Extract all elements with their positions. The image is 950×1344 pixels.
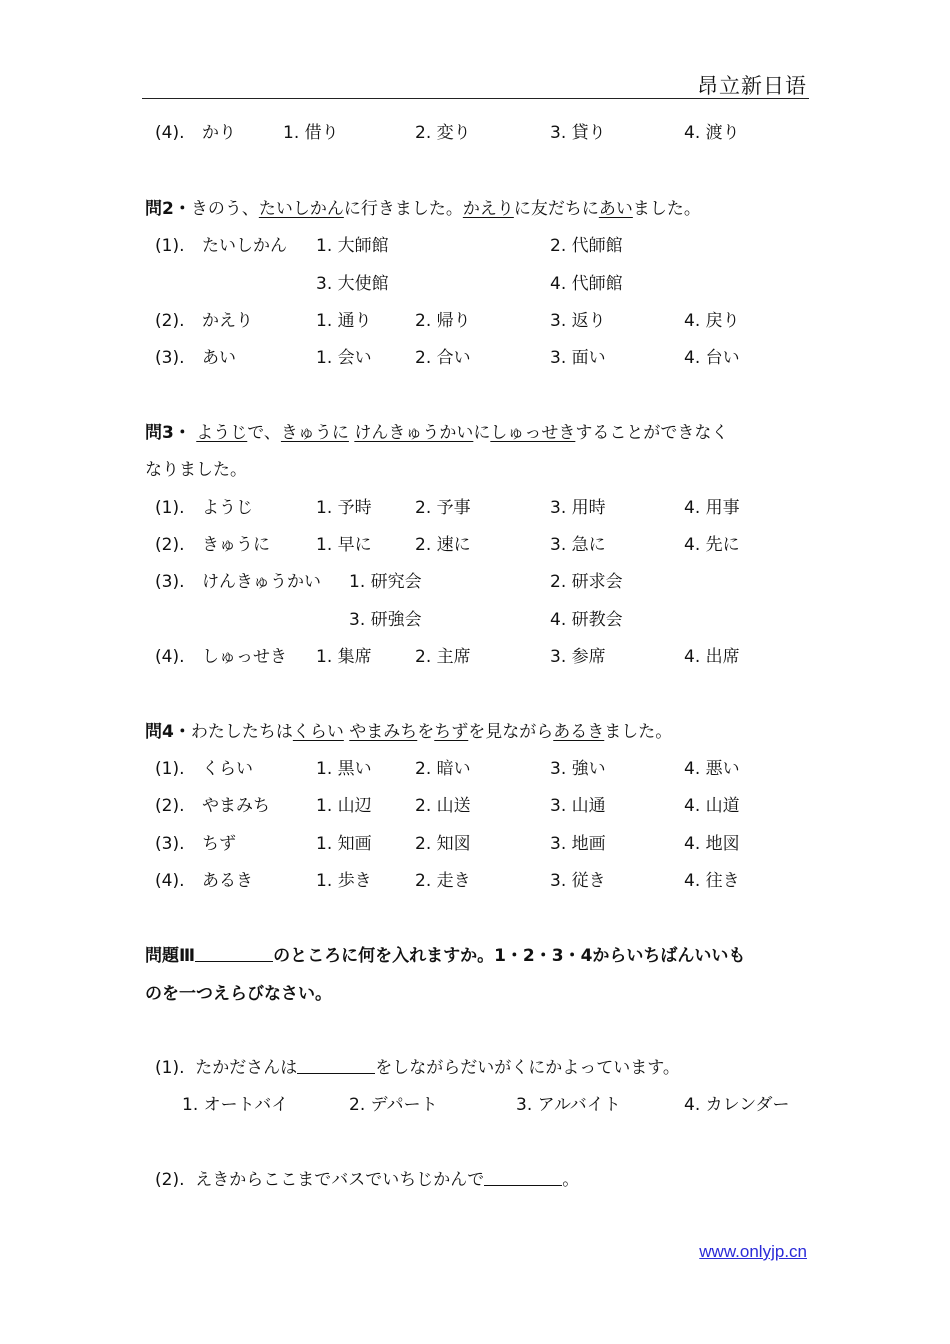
item-word: くらい [202,759,253,779]
choice-1: 1. 会い [316,348,372,368]
choice-3: 3. 強い [550,759,606,779]
choice-4: 4. 研教会 [550,610,623,630]
sentence-text: で、 [247,423,281,443]
choice-2: 2. 知図 [415,834,471,854]
choice-4: 4. カレンダー [684,1095,790,1115]
choice-4: 4. 出席 [684,647,740,667]
item-word: きゅうに [202,535,270,555]
underlined-word: やまみち [349,722,418,742]
underlined-word: ちず [434,722,469,742]
choice-4: 4. 往き [684,871,740,891]
choice-2: 2. 合い [415,348,471,368]
choice-2: 2. 研求会 [550,572,623,592]
item-word: かり [202,123,236,143]
sentence-text: えきからここまでバスでいちじかんで [195,1170,485,1190]
choice-4: 4. 渡り [684,123,740,143]
question-sentence [145,197,701,221]
item-number: (3). [155,834,185,854]
choice-3: 3. 参席 [550,647,606,667]
choice-3: 3. 大使館 [316,274,389,294]
item-word: ようじ [202,498,253,518]
sentence-text: を [417,722,435,742]
underlined-word: くらい [292,722,344,742]
item-word: しゅっせき [202,647,287,667]
sentence-text: わたしたちは [190,722,293,742]
underlined-word: あい [598,199,633,219]
item-number: (2). [155,535,185,555]
choice-2: 2. 代師館 [550,236,623,256]
question-sentence [145,720,672,744]
choice-3: 3. 貸り [550,123,606,143]
choice-1: 1. 借り [283,123,339,143]
sentence-text: 。 [562,1170,580,1190]
choice-1: 1. オートバイ [182,1095,289,1115]
choice-3: 3. 面い [550,348,606,368]
choice-2: 2. 走き [415,871,471,891]
blank-line [195,945,273,962]
choice-4: 4. 代師館 [550,274,623,294]
choice-4: 4. 山道 [684,796,740,816]
footer-website-link[interactable]: www.onlyjp.cn [699,1242,807,1261]
sentence-text: きのう、 [190,199,259,219]
question-label: 問2・ [145,199,191,219]
underlined-word: きゅうに [280,423,349,443]
underlined-word: かえり [462,199,514,219]
item-word: あるき [202,871,253,891]
question-sentence [145,421,728,445]
sentence-text: をしながらだいがくにかよっています。 [375,1058,680,1078]
choice-2: 2. 山送 [415,796,471,816]
choice-1: 1. 大師館 [316,236,389,256]
fill-question [155,1056,680,1080]
section-instruction [145,944,745,968]
item-number: (1). [155,236,185,256]
underlined-word: けんきゅうかい [354,423,474,443]
choice-2: 2. 暗い [415,759,471,779]
item-word: やまみち [202,796,270,816]
choice-3: 3. 用時 [550,498,606,518]
item-word: けんきゅうかい [202,572,321,592]
underlined-word: あるき [553,722,605,742]
sentence-text: を見ながら [468,722,554,742]
choice-4: 4. 悪い [684,759,740,779]
sentence-text: に行きました。 [343,199,463,219]
section-label: 問題Ⅲ [145,946,196,966]
choice-3: 3. 従き [550,871,606,891]
choice-3: 3. アルバイト [516,1095,621,1115]
sentence-text: することができなく [575,423,729,443]
header-brand: 昂立新日语 [697,74,807,98]
choice-4: 4. 先に [684,535,740,555]
item-number: (1). [155,759,185,779]
item-number: (3). [155,572,185,592]
choice-1: 1. 研究会 [349,572,422,592]
item-number: (4). [155,123,185,143]
item-word: ちず [202,834,236,854]
choice-1: 1. 集席 [316,647,372,667]
choice-3: 3. 返り [550,311,606,331]
choice-2: 2. 予事 [415,498,471,518]
choice-2: 2. 主席 [415,647,471,667]
item-word: かえり [202,311,253,331]
section-instruction-continued: のを一つえらびなさい。 [145,984,332,1004]
choice-4: 4. 用事 [684,498,740,518]
underlined-word: しゅっせき [490,423,576,443]
choice-3: 3. 地画 [550,834,606,854]
choice-2: 2. 帰り [415,311,471,331]
choice-1: 1. 黒い [316,759,372,779]
choice-1: 1. 山辺 [316,796,372,816]
choice-1: 1. 予時 [316,498,372,518]
item-number: (4). [155,647,185,667]
sentence-text: に [473,423,491,443]
choice-1: 1. 知画 [316,834,372,854]
choice-3: 3. 研強会 [349,610,422,630]
choice-3: 3. 山通 [550,796,606,816]
question-label: 問3・ [145,423,191,443]
item-number: (1). [155,1058,185,1078]
blank-line [297,1057,375,1074]
choice-1: 1. 歩き [316,871,372,891]
choice-2: 2. 速に [415,535,471,555]
item-number: (2). [155,796,185,816]
choice-4: 4. 台い [684,348,740,368]
item-word: たいしかん [202,236,287,256]
header-divider [142,98,809,99]
item-number: (2). [155,311,185,331]
fill-question [155,1168,579,1192]
item-word: あい [202,348,236,368]
underlined-word: たいしかん [258,199,344,219]
choice-1: 1. 通り [316,311,372,331]
item-number: (3). [155,348,185,368]
choice-2: 2. 変り [415,123,471,143]
question-label: 問4・ [145,722,191,742]
item-number: (2). [155,1170,185,1190]
sentence-text: ました。 [632,199,701,219]
sentence-text: たかださんは [195,1058,298,1078]
choice-1: 1. 早に [316,535,372,555]
item-number: (4). [155,871,185,891]
choice-4: 4. 戻り [684,311,740,331]
question-sentence-continued: なりました。 [145,460,247,480]
choice-4: 4. 地図 [684,834,740,854]
sentence-text: に友だちに [513,199,599,219]
underlined-word: ようじ [196,423,248,443]
blank-line [484,1169,562,1186]
choice-3: 3. 急に [550,535,606,555]
sentence-text: ました。 [604,722,673,742]
item-number: (1). [155,498,185,518]
instruction-text: のところに何を入れますか。1・2・3・4からいちばんいいも [273,946,746,966]
choice-2: 2. デパート [349,1095,438,1115]
